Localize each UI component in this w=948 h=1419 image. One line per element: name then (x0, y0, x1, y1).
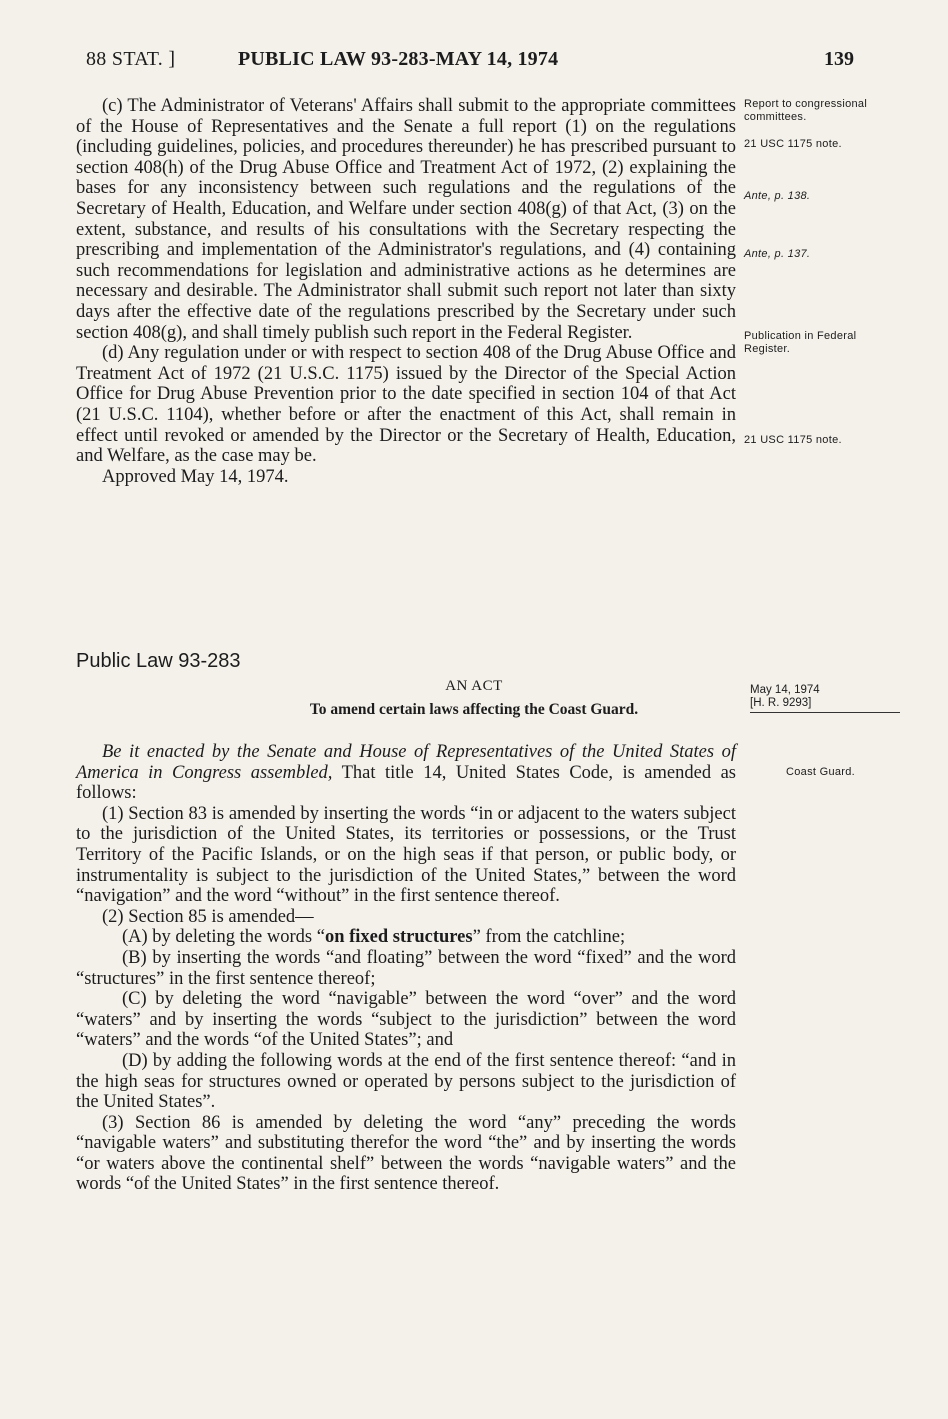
item-2a-prefix: (A) by deleting the words “ (122, 927, 325, 948)
margin-note-ante-138: Ante, p. 138. (744, 190, 811, 202)
running-head: PUBLIC LAW 93-283-MAY 14, 1974 (238, 48, 559, 70)
margin-note-usc-2: 21 USC 1175 note. (744, 434, 842, 446)
act-purpose: To amend certain laws affecting the Coast Guard. (309, 701, 639, 718)
enacting-clause-italic: Be it enacted by the Senate and House of Representatives of the United States of America in Congress assembled, (76, 742, 736, 783)
item-2d: (D) by adding the following words at the end of the first sentence thereof: “and in the high seas for structures owned or operated by persons subject to the jurisdiction of the United States”. (76, 1050, 736, 1113)
main-text-block (76, 96, 736, 487)
page-header (86, 48, 854, 78)
item-2a-suffix: ” from the catchline; (472, 927, 626, 948)
approval-date: Approved May 14, 1974. (102, 466, 289, 487)
bill-number: [H. R. 9293] (750, 697, 812, 709)
item-2c: (C) by deleting the word “navigable” between the word “over” and the word “waters” and by inserting the words “subject to the jurisdiction” between the word “waters” and the words “of the United States”; and (76, 989, 736, 1051)
enacting-clause-rest: That title 14, United States Code, is amended as follows: (76, 762, 736, 804)
item-2a-bold: on fixed structures (324, 927, 473, 948)
paragraph-d: (d) Any regulation under or with respect to section 408 of the Drug Abuse Office and Treatment Act of 1972 (21 U.S.C. 1175) issued by the Director of the Special Action Office for Drug Abuse Prevention prior to the date specified in section 104 of that Act (21 U.S.C. 1104), whether before or after the enactment of this Act, shall remain in effect until revoked or amended by the Director or the Secretary of Health, Education, and Welfare, as the case may be. (76, 343, 736, 467)
margin-note-report: Report to congressional committees. (744, 98, 868, 123)
item-3: (3) Section 86 is amended by deleting the word “any” preceding the words “navigable waters” and substituting therefor the word “the” and by inserting the words “or waters above the continental shelf” between the words “navigable waters” and the words “of the United States” in the first sentence thereof. (76, 1112, 736, 1195)
margin-note-ante-137: Ante, p. 137. (744, 248, 811, 260)
public-law-title: Public Law 93-283 (76, 650, 241, 672)
item-2b: (B) by inserting the words “and floating” between the word “fixed” and the word “structures” in the first sentence thereof; (76, 947, 736, 989)
margin-note-usc-1: 21 USC 1175 note. (744, 138, 842, 150)
enactment-date-box (750, 684, 900, 713)
item-2: (2) Section 85 is amended— (102, 906, 314, 927)
statute-volume: 88 STAT. ] (86, 48, 176, 70)
paragraph-c: (c) The Administrator of Veterans' Affairs shall submit to the appropriate committees of the House of Representatives and the Senate a full report (1) on the regulations (including guidelines, policies, and procedures thereunder) he has prescribed pursuant to section 408(h) of the Drug Abuse Office and Treatment Act of 1972, (2) explaining the bases for any inconsistency between such regulations and the regulations of the Secretary of Health, Education, and Welfare under section 408(g) of that Act, (3) on the extent, substance, and results of his consultations with the Secretary respecting the prescribing and implementation of the Administrator's regulations, and (4) containing such recommendations for legislation and administrative actions as he determines are necessary and desirable. The Administrator shall submit such report not later than sixty days after the effective date of the regulations prescribed by the Secretary under such section 408(g), and shall timely publish such report in the Federal Register. (76, 96, 736, 343)
margin-note-publication: Publication in Federal Register. (744, 330, 857, 355)
page-number: 139 (824, 48, 854, 70)
enactment-date: May 14, 1974 (750, 684, 820, 696)
item-2a (76, 927, 736, 948)
enacting-clause (76, 742, 736, 804)
act-label: AN ACT (445, 678, 503, 694)
item-1: (1) Section 83 is amended by inserting the words “in or adjacent to the waters subject to the jurisdiction of the United States, its territories or possessions, or the Trust Territory of the Pacific Islands, or on the high seas if that person, or public body, or instrumentality is subject to the jurisdiction of the United States,” between the word “navigation” and the word “without” in the first sentence thereof. (76, 803, 736, 907)
margin-note-coast-guard: Coast Guard. (786, 766, 856, 778)
act-body (76, 742, 736, 1195)
